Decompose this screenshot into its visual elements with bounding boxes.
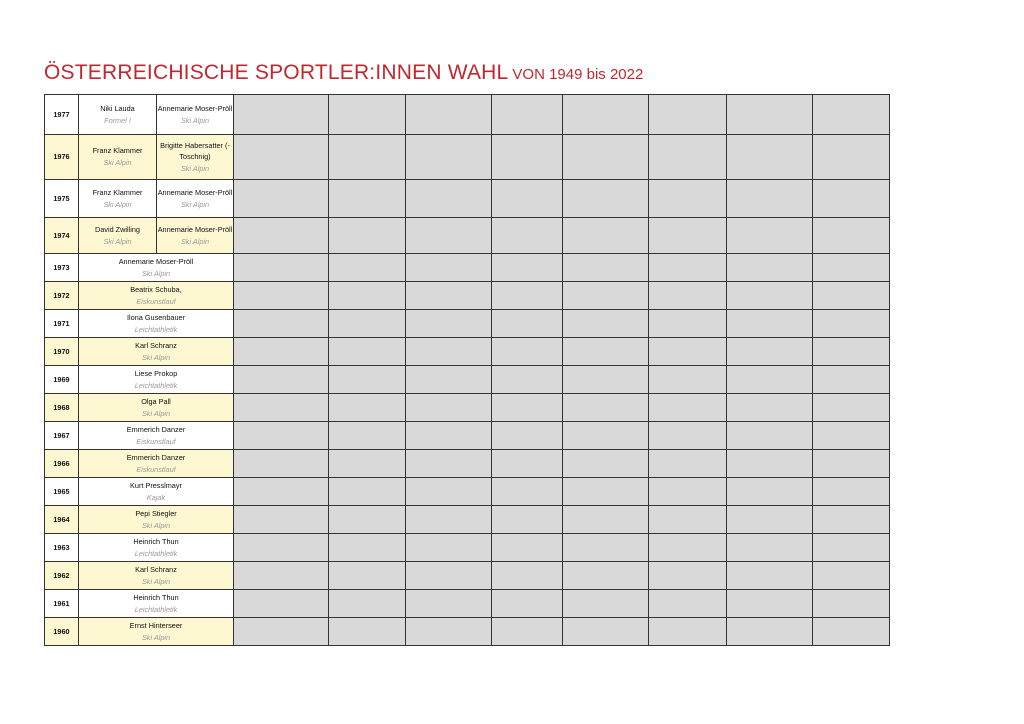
empty-cell bbox=[727, 338, 813, 366]
winner-cell bbox=[79, 394, 234, 422]
empty-cell bbox=[813, 282, 890, 310]
empty-cell bbox=[234, 478, 329, 506]
table-row bbox=[45, 338, 890, 366]
year-cell: 1962 bbox=[45, 562, 79, 590]
empty-cell bbox=[727, 562, 813, 590]
table-row bbox=[45, 95, 890, 135]
sport-label: Ski Alpin bbox=[180, 163, 210, 173]
sport-label: Ski Alpin bbox=[141, 576, 171, 586]
empty-cell bbox=[406, 394, 492, 422]
athlete-name: Brigitte Habersatter (-Toschnig) bbox=[160, 140, 230, 162]
empty-cell bbox=[329, 310, 406, 338]
empty-cell bbox=[813, 618, 890, 646]
empty-cell bbox=[563, 478, 649, 506]
sport-label: Ski Alpin bbox=[141, 632, 171, 642]
empty-cell bbox=[492, 394, 563, 422]
athlete-name: Annemarie Moser-Pröll bbox=[157, 187, 233, 197]
empty-cell bbox=[649, 590, 727, 618]
table-row bbox=[45, 394, 890, 422]
empty-cell bbox=[234, 422, 329, 450]
empty-cell bbox=[649, 450, 727, 478]
empty-cell bbox=[492, 506, 563, 534]
empty-cell bbox=[492, 450, 563, 478]
year-cell: 1965 bbox=[45, 478, 79, 506]
table-row bbox=[45, 366, 890, 394]
empty-cell bbox=[649, 534, 727, 562]
empty-cell bbox=[727, 618, 813, 646]
table-row bbox=[45, 422, 890, 450]
empty-cell bbox=[813, 506, 890, 534]
table-row bbox=[45, 590, 890, 618]
empty-cell bbox=[649, 180, 727, 218]
empty-cell bbox=[329, 282, 406, 310]
year-cell: 1976 bbox=[45, 135, 79, 180]
empty-cell bbox=[727, 254, 813, 282]
empty-cell bbox=[329, 218, 406, 254]
sport-label: Ski Alpin bbox=[103, 236, 132, 246]
year-cell: 1975 bbox=[45, 180, 79, 218]
sport-label: Ski Alpin bbox=[180, 199, 210, 209]
empty-cell bbox=[563, 366, 649, 394]
empty-cell bbox=[813, 218, 890, 254]
empty-cell bbox=[649, 338, 727, 366]
athlete-name: Liese Prokop bbox=[134, 368, 178, 378]
sport-label: Ski Alpin bbox=[141, 352, 171, 362]
empty-cell bbox=[406, 310, 492, 338]
empty-cell bbox=[492, 590, 563, 618]
empty-cell bbox=[492, 282, 563, 310]
empty-cell bbox=[406, 254, 492, 282]
athlete-name: Ilona Gusenbauer bbox=[126, 312, 185, 322]
empty-cell bbox=[329, 562, 406, 590]
empty-cell bbox=[329, 135, 406, 180]
winner-cell bbox=[79, 338, 234, 366]
empty-cell bbox=[727, 310, 813, 338]
empty-cell bbox=[813, 366, 890, 394]
empty-cell bbox=[329, 338, 406, 366]
empty-cell bbox=[563, 95, 649, 135]
male-winner-cell bbox=[79, 180, 157, 218]
male-winner-cell bbox=[79, 135, 157, 180]
empty-cell bbox=[649, 506, 727, 534]
winner-cell bbox=[79, 366, 234, 394]
year-cell: 1964 bbox=[45, 506, 79, 534]
empty-cell bbox=[813, 562, 890, 590]
empty-cell bbox=[813, 254, 890, 282]
empty-cell bbox=[234, 394, 329, 422]
athlete-name: Karl Schranz bbox=[135, 564, 177, 574]
empty-cell bbox=[492, 562, 563, 590]
empty-cell bbox=[649, 394, 727, 422]
sport-label: Ski Alpin bbox=[103, 199, 132, 209]
sport-label: Kajak bbox=[146, 492, 166, 502]
empty-cell bbox=[727, 590, 813, 618]
page-title bbox=[44, 50, 643, 87]
table-body bbox=[45, 95, 890, 646]
table-row bbox=[45, 534, 890, 562]
empty-cell bbox=[727, 534, 813, 562]
sport-label: Leichtathletik bbox=[134, 548, 178, 558]
year-cell: 1967 bbox=[45, 422, 79, 450]
empty-cell bbox=[563, 254, 649, 282]
empty-cell bbox=[406, 366, 492, 394]
empty-cell bbox=[813, 534, 890, 562]
empty-cell bbox=[406, 450, 492, 478]
empty-cell bbox=[649, 254, 727, 282]
table-row bbox=[45, 562, 890, 590]
empty-cell bbox=[406, 562, 492, 590]
empty-cell bbox=[563, 422, 649, 450]
winner-cell bbox=[79, 310, 234, 338]
table-row bbox=[45, 506, 890, 534]
empty-cell bbox=[492, 254, 563, 282]
empty-cell bbox=[329, 180, 406, 218]
year-cell: 1968 bbox=[45, 394, 79, 422]
empty-cell bbox=[406, 478, 492, 506]
empty-cell bbox=[563, 562, 649, 590]
empty-cell bbox=[329, 394, 406, 422]
empty-cell bbox=[563, 506, 649, 534]
empty-cell bbox=[234, 135, 329, 180]
table-row bbox=[45, 310, 890, 338]
empty-cell bbox=[406, 338, 492, 366]
female-winner-cell bbox=[157, 95, 234, 135]
empty-cell bbox=[492, 135, 563, 180]
table-row bbox=[45, 618, 890, 646]
athlete-name: Pepi Stiegler bbox=[135, 508, 177, 518]
year-cell: 1977 bbox=[45, 95, 79, 135]
empty-cell bbox=[813, 95, 890, 135]
empty-cell bbox=[492, 422, 563, 450]
empty-cell bbox=[406, 218, 492, 254]
sport-label: Ski Alpin bbox=[180, 115, 210, 125]
empty-cell bbox=[813, 180, 890, 218]
empty-cell bbox=[234, 180, 329, 218]
sport-label: Leichtathletik bbox=[134, 380, 178, 390]
empty-cell bbox=[234, 562, 329, 590]
title-main: ÖSTERREICHISCHE SPORTLER:INNEN WAHL bbox=[44, 61, 509, 84]
empty-cell bbox=[563, 338, 649, 366]
empty-cell bbox=[492, 180, 563, 218]
sport-label: Ski Alpin bbox=[180, 236, 210, 246]
female-winner-cell bbox=[157, 135, 234, 180]
year-cell: 1963 bbox=[45, 534, 79, 562]
year-cell: 1971 bbox=[45, 310, 79, 338]
empty-cell bbox=[492, 95, 563, 135]
year-cell: 1972 bbox=[45, 282, 79, 310]
empty-cell bbox=[649, 282, 727, 310]
empty-cell bbox=[563, 282, 649, 310]
winner-cell bbox=[79, 506, 234, 534]
winner-cell bbox=[79, 254, 234, 282]
athlete-name: Franz Klammer bbox=[92, 146, 143, 156]
sport-label: Eiskunstlauf bbox=[136, 464, 176, 474]
empty-cell bbox=[727, 95, 813, 135]
empty-cell bbox=[649, 422, 727, 450]
table-row bbox=[45, 254, 890, 282]
empty-cell bbox=[234, 534, 329, 562]
empty-cell bbox=[406, 618, 492, 646]
athlete-name: Niki Lauda bbox=[100, 103, 135, 113]
empty-cell bbox=[813, 478, 890, 506]
sport-label: Ski Alpin bbox=[141, 520, 171, 530]
empty-cell bbox=[813, 310, 890, 338]
athlete-name: Heinrich Thun bbox=[133, 592, 179, 602]
winner-cell bbox=[79, 562, 234, 590]
empty-cell bbox=[563, 450, 649, 478]
empty-cell bbox=[813, 338, 890, 366]
winner-cell bbox=[79, 450, 234, 478]
sport-label: Eiskunstlauf bbox=[136, 436, 176, 446]
winner-cell bbox=[79, 618, 234, 646]
empty-cell bbox=[813, 422, 890, 450]
empty-cell bbox=[329, 506, 406, 534]
athlete-name: Olga Pall bbox=[141, 396, 171, 406]
winner-cell bbox=[79, 590, 234, 618]
year-cell: 1960 bbox=[45, 618, 79, 646]
empty-cell bbox=[727, 506, 813, 534]
empty-cell bbox=[234, 590, 329, 618]
empty-cell bbox=[329, 254, 406, 282]
empty-cell bbox=[492, 478, 563, 506]
empty-cell bbox=[563, 310, 649, 338]
empty-cell bbox=[234, 366, 329, 394]
sport-label: Leichtathletik bbox=[134, 604, 178, 614]
winner-cell bbox=[79, 422, 234, 450]
empty-cell bbox=[649, 562, 727, 590]
empty-cell bbox=[492, 366, 563, 394]
empty-cell bbox=[649, 218, 727, 254]
empty-cell bbox=[234, 218, 329, 254]
year-cell: 1970 bbox=[45, 338, 79, 366]
male-winner-cell bbox=[79, 218, 157, 254]
year-cell: 1973 bbox=[45, 254, 79, 282]
empty-cell bbox=[813, 135, 890, 180]
empty-cell bbox=[492, 534, 563, 562]
year-cell: 1966 bbox=[45, 450, 79, 478]
table-row bbox=[45, 282, 890, 310]
female-winner-cell bbox=[157, 180, 234, 218]
sport-label: Eiskunstlauf bbox=[136, 296, 176, 306]
male-winner-cell bbox=[79, 95, 157, 135]
athlete-name: Ernst Hinterseer bbox=[129, 620, 183, 630]
empty-cell bbox=[563, 394, 649, 422]
empty-cell bbox=[329, 366, 406, 394]
empty-cell bbox=[727, 218, 813, 254]
empty-cell bbox=[492, 218, 563, 254]
empty-cell bbox=[406, 422, 492, 450]
empty-cell bbox=[234, 95, 329, 135]
athlete-name: Kurt Presslmayr bbox=[130, 480, 182, 490]
empty-cell bbox=[649, 478, 727, 506]
empty-cell bbox=[649, 135, 727, 180]
empty-cell bbox=[329, 478, 406, 506]
empty-cell bbox=[813, 450, 890, 478]
athlete-name: Annemarie Moser-Pröll bbox=[157, 224, 233, 234]
table-row bbox=[45, 218, 890, 254]
empty-cell bbox=[234, 310, 329, 338]
empty-cell bbox=[406, 506, 492, 534]
empty-cell bbox=[234, 254, 329, 282]
empty-cell bbox=[727, 450, 813, 478]
sport-label: Ski Alpin bbox=[141, 408, 171, 418]
athlete-name: David Zwilling bbox=[94, 224, 140, 234]
empty-cell bbox=[563, 590, 649, 618]
table-row bbox=[45, 450, 890, 478]
sport-label: Ski Alpin bbox=[103, 158, 132, 167]
athlete-name: Annemarie Moser-Pröll bbox=[157, 103, 233, 113]
sport-label: Ski Alpin bbox=[141, 268, 171, 278]
empty-cell bbox=[649, 95, 727, 135]
empty-cell bbox=[492, 618, 563, 646]
empty-cell bbox=[406, 590, 492, 618]
table-row bbox=[45, 135, 890, 180]
empty-cell bbox=[727, 135, 813, 180]
empty-cell bbox=[234, 618, 329, 646]
empty-cell bbox=[234, 450, 329, 478]
athlete-name: Heinrich Thun bbox=[133, 536, 179, 546]
sport-label: Leichtathletik bbox=[134, 324, 178, 334]
year-cell: 1974 bbox=[45, 218, 79, 254]
empty-cell bbox=[563, 180, 649, 218]
year-cell: 1961 bbox=[45, 590, 79, 618]
empty-cell bbox=[406, 282, 492, 310]
athlete-name: Emmerich Danzer bbox=[126, 452, 186, 462]
winners-table bbox=[44, 94, 890, 646]
winner-cell bbox=[79, 478, 234, 506]
empty-cell bbox=[234, 282, 329, 310]
athlete-name: Karl Schranz bbox=[135, 340, 177, 350]
sport-label: Formel I bbox=[104, 115, 131, 125]
empty-cell bbox=[492, 310, 563, 338]
empty-cell bbox=[727, 282, 813, 310]
empty-cell bbox=[406, 180, 492, 218]
empty-cell bbox=[563, 135, 649, 180]
empty-cell bbox=[329, 618, 406, 646]
empty-cell bbox=[649, 366, 727, 394]
empty-cell bbox=[234, 338, 329, 366]
empty-cell bbox=[406, 135, 492, 180]
year-cell: 1969 bbox=[45, 366, 79, 394]
empty-cell bbox=[329, 590, 406, 618]
table-row bbox=[45, 478, 890, 506]
empty-cell bbox=[563, 618, 649, 646]
empty-cell bbox=[329, 422, 406, 450]
empty-cell bbox=[649, 618, 727, 646]
empty-cell bbox=[727, 180, 813, 218]
empty-cell bbox=[406, 534, 492, 562]
female-winner-cell bbox=[157, 218, 234, 254]
empty-cell bbox=[813, 590, 890, 618]
athlete-name: Franz Klammer bbox=[92, 187, 143, 197]
empty-cell bbox=[727, 478, 813, 506]
empty-cell bbox=[329, 450, 406, 478]
winner-cell bbox=[79, 534, 234, 562]
empty-cell bbox=[406, 95, 492, 135]
empty-cell bbox=[813, 394, 890, 422]
athlete-name: Beatrix Schuba, bbox=[130, 284, 182, 294]
empty-cell bbox=[727, 422, 813, 450]
empty-cell bbox=[234, 506, 329, 534]
empty-cell bbox=[649, 310, 727, 338]
empty-cell bbox=[329, 95, 406, 135]
empty-cell bbox=[727, 394, 813, 422]
empty-cell bbox=[563, 218, 649, 254]
empty-cell bbox=[329, 534, 406, 562]
title-sub: VON 1949 bis 2022 bbox=[512, 66, 644, 83]
empty-cell bbox=[727, 366, 813, 394]
athlete-name: Annemarie Moser-Pröll bbox=[118, 256, 194, 266]
winner-cell bbox=[79, 282, 234, 310]
empty-cell bbox=[563, 534, 649, 562]
athlete-name: Emmerich Danzer bbox=[126, 424, 186, 434]
table-row bbox=[45, 180, 890, 218]
empty-cell bbox=[492, 338, 563, 366]
